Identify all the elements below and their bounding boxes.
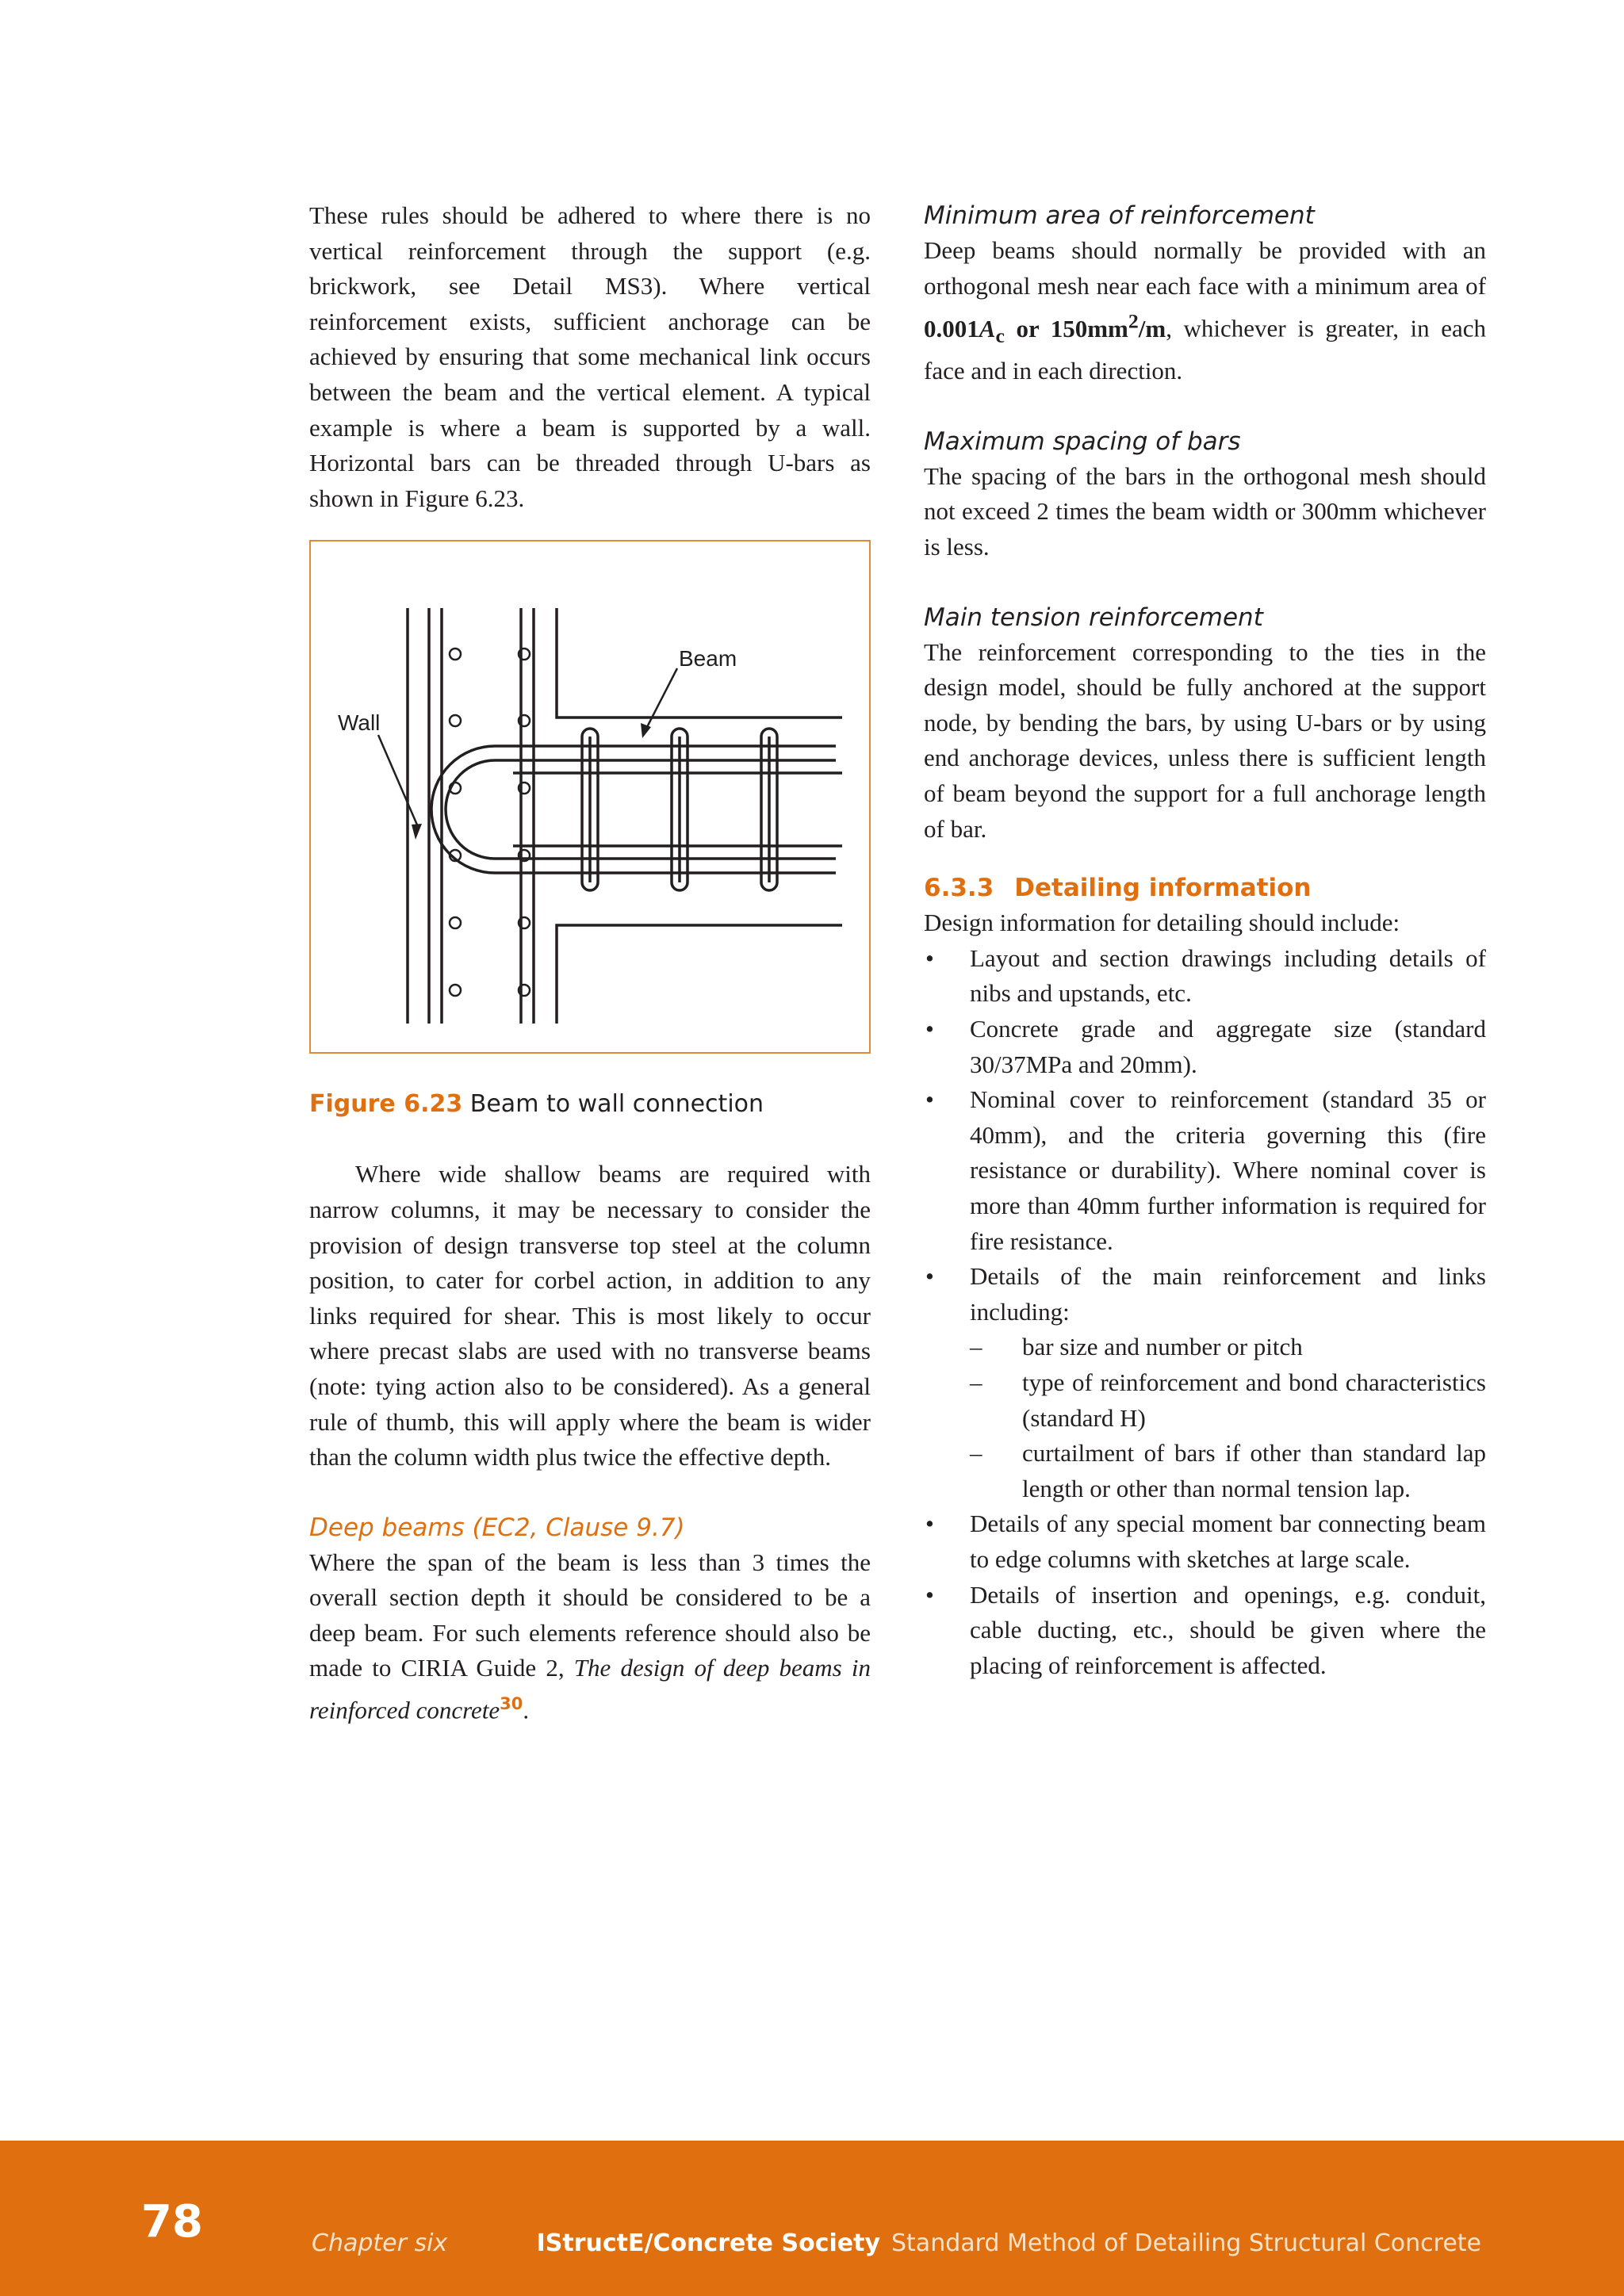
beam-label: Beam (679, 646, 737, 672)
formula-area-symbol: A (979, 314, 996, 342)
figure-6-23 (309, 540, 871, 1054)
list-item-text: Details of the main reinforcement and links including: (970, 1262, 1486, 1326)
book-title: Standard Method of Detailing Structural Concrete (891, 2229, 1481, 2257)
list-item: • Details of insertion and openings, e.g. conduit, cable ducting, etc., should be given where the placing of reinforcement is affected. (924, 1578, 1486, 1684)
list-item: • Nominal cover to reinforcement (standard 35 or 40mm), and the criteria governing this (fire resistance or durability). Where nominal cover is more than 40mm further information is required for fire resistance. (924, 1082, 1486, 1259)
vertical-bars (450, 649, 530, 996)
page-footer (0, 2141, 1624, 2296)
minimum-area-paragraph (924, 233, 1486, 389)
formula-coefficient: 0.001 (924, 314, 979, 342)
formula-subscript: c (995, 323, 1005, 347)
sub-list-item: – bar size and number or pitch (970, 1330, 1486, 1365)
main-tension-paragraph: The reinforcement corresponding to the ties in the design model, should be fully anchored at the support node, by bending the bars, by using U-bars or by using end anchorage devices, unless there is sufficient length of beam beyond the support for a full anchorage length of bar. (924, 637, 1486, 843)
section-heading (924, 871, 1486, 905)
body-paragraph: These rules should be adhered to where there is no vertical reinforcement through the support (e.g. brickwork, see Detail MS3). Where vertical reinforcement exists, sufficient anchorage can be achieved by ensuring that some mechanical link occurs between the beam and the vertical element. A typical example is where a beam is supported by a wall. Horizontal bars can be threaded through U-bars as shown in Figure 6.23. (309, 201, 871, 512)
wall-leader (378, 735, 419, 828)
minimum-area-text-end: , whichever is greater, in each face and in each direction. (924, 314, 1486, 385)
list-item: • Layout and section drawings including details of nibs and upstands, etc. (924, 941, 1486, 1012)
minimum-area-heading: Minimum area of reinforcement (924, 201, 1315, 230)
formula-value: or 150mm (1016, 314, 1128, 342)
beam-wall-diagram (311, 541, 869, 1052)
list-item: • Details of any special moment bar connecting beam to edge columns with sketches at large scale. (924, 1506, 1486, 1577)
right-column (924, 198, 1486, 1683)
beam-bottom-edge (557, 925, 842, 1024)
list-item (924, 1259, 1486, 1506)
formula-superscript: 2 (1128, 309, 1139, 333)
list-item: • Concrete grade and aggregate size (standard 30/37MPa and 20mm). (924, 1012, 1486, 1082)
page-number: 78 (141, 2196, 203, 2248)
links (582, 729, 777, 890)
left-column (309, 198, 871, 1728)
minimum-area-text: Deep beams should normally be provided with an orthogonal mesh near each face with a minimum area of (924, 236, 1486, 300)
main-tension-heading: Main tension reinforcement (924, 603, 1263, 632)
publication-title (537, 2229, 1481, 2257)
formula-unit: /m (1138, 314, 1166, 342)
full-stop: . (523, 1696, 530, 1724)
publisher-name: IStructE/Concrete Society (536, 2229, 880, 2257)
maximum-spacing-heading: Maximum spacing of bars (924, 427, 1241, 456)
detailing-list (924, 941, 1486, 1683)
chapter-label: Chapter six (312, 2229, 448, 2257)
deep-beams-paragraph (309, 1545, 871, 1728)
body-paragraph: Where wide shallow beams are required with narrow columns, it may be necessary to consider the provision of design transverse top steel at the column position, to cater for corbel action, in addition to any links required for shear. This is most likely to occur where precast slabs are used with no transverse beams (note: tying action also to be considered). As a general rule of thumb, this will apply where the beam is wider than the column width plus twice the effective depth. (309, 1160, 871, 1471)
section-intro: Design information for detailing should include: (924, 909, 1400, 937)
figure-caption-label: Figure 6.23 (309, 1090, 463, 1119)
figure-caption-text: Beam to wall connection (469, 1090, 764, 1119)
sub-list-item: – curtailment of bars if other than standard lap length or other than normal tension lap. (970, 1436, 1486, 1506)
section-number: 6.3.3 (924, 874, 994, 903)
ciria-title: The design of deep beams in reinforced concrete (309, 1654, 871, 1724)
deep-beams-heading: Deep beams (EC2, Clause 9.7) (309, 1513, 685, 1542)
section-title: Detailing information (1014, 874, 1312, 903)
minimum-area-formula (924, 309, 1166, 347)
figure-caption (309, 1087, 871, 1122)
u-bar-outer (431, 746, 836, 873)
reference-number: 30 (500, 1694, 523, 1714)
sub-list (970, 1330, 1486, 1506)
wall-label: Wall (338, 710, 381, 736)
sub-list-item: – type of reinforcement and bond characteristics (standard H) (970, 1365, 1486, 1436)
deep-beams-text: Where the span of the beam is less than 3 times the overall section depth it should be considered to be a deep beam. For such elements reference should also be made to CIRIA Guide 2, (309, 1548, 871, 1682)
maximum-spacing-paragraph: The spacing of the bars in the orthogonal mesh should not exceed 2 times the beam width or 300mm whichever is less. (924, 461, 1486, 561)
